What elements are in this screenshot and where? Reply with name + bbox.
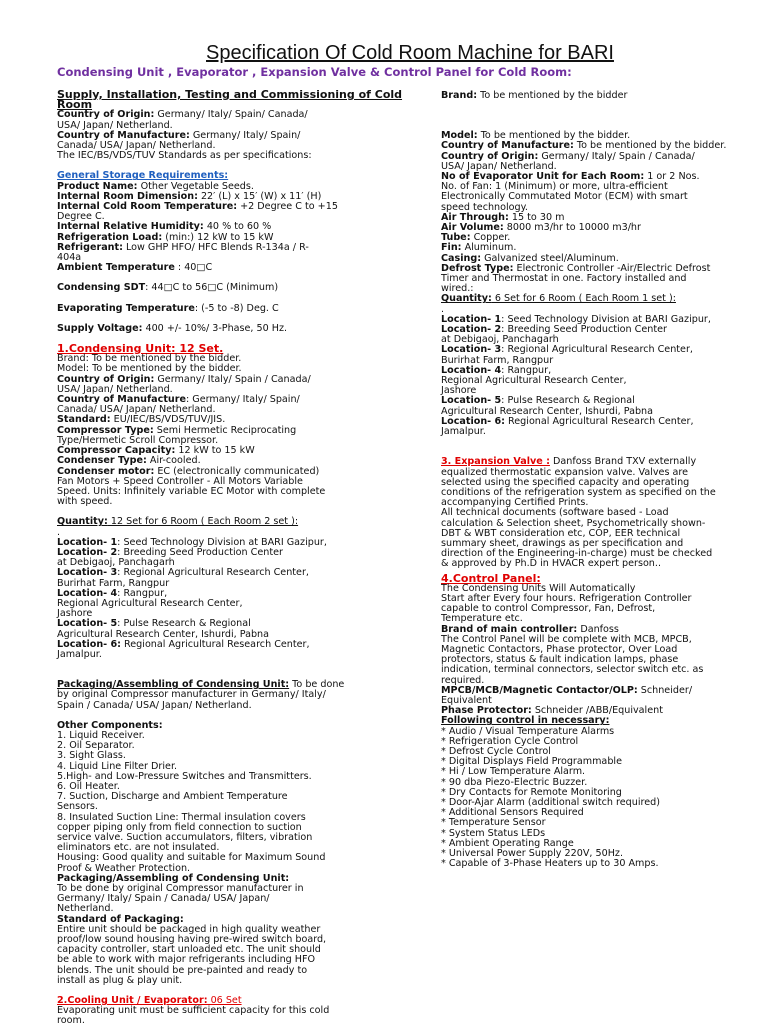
expansion-line: accompanying Certified Prints. xyxy=(441,497,589,509)
condenser-motor-line-2: Fan Motors + Speed Controller - All Motors Variable xyxy=(57,475,303,487)
air-volume-line: Air Volume: 8000 m3/hr to 10000 m3/hr xyxy=(441,222,641,234)
standard-packaging-heading: Standard of Packaging: xyxy=(57,913,184,925)
evaporator-count-line: No of Evaporator Unit for Each Room: 1 or 2 Nos. xyxy=(441,171,700,183)
expansion-line: conditions of the refrigeration system as specified on the xyxy=(441,486,716,498)
condenser-motor-line: Condenser motor: EC (electronically communicated) xyxy=(57,465,320,477)
evap-location-5-cont: Agricultural Research Center, Ishurdi, Pabna xyxy=(441,405,654,417)
packaging-2-line: Netherland. xyxy=(57,903,114,915)
cu-quantity-line: Quantity: 12 Set for 6 Room ( Each Room 2 set ): xyxy=(57,516,299,528)
control-panel-line: Start after Every four hours. Refrigeration Controller xyxy=(441,592,692,604)
expansion-line: summary sheet, drawings as per specification and xyxy=(441,537,684,549)
refrigerant-line-2: 404a xyxy=(57,252,82,264)
evap-quantity-dot: . xyxy=(441,303,445,315)
evap-location-1: Location- 1: Seed Technology Division at BARI Gazipur, xyxy=(441,313,711,325)
evap-location-6: Location- 6: Regional Agricultural Research Center, xyxy=(441,415,694,427)
fan-line: Electronically Commutated Motor (ECM) with smart xyxy=(441,191,688,203)
evap-location-2: Location- 2: Breeding Seed Production Center xyxy=(441,324,667,336)
expansion-line: direction of the Engineering-in-charge) must be checked xyxy=(441,548,713,560)
expansion-line: equalized thermostatic expansion valve. Valves are xyxy=(441,466,689,478)
list-item: Housing: Good quality and suitable for Maximum Sound xyxy=(57,852,326,864)
list-item: 7. Suction, Discharge and Ambient Temperature xyxy=(57,791,288,803)
expansion-line: calculation & Selection sheet, Psychometrically shown- xyxy=(441,517,706,529)
phase-protector-line: Phase Protector: Schneider /ABB/Equivalent xyxy=(441,705,663,717)
cooling-unit-heading: 2.Cooling Unit / Evaporator: 06 Set xyxy=(57,995,242,1007)
list-item: Proof & Weather Protection. xyxy=(57,862,191,874)
sdt-line: Condensing SDT: 44□C to 56□C (Minimum) xyxy=(57,282,279,294)
condenser-motor-line-3: Speed. Units: Infinitely variable EC Motor with complete xyxy=(57,485,326,497)
cu-location-2-cont: at Debigaoj, Panchagarh xyxy=(57,557,175,569)
product-line: Product Name: Other Vegetable Seeds. xyxy=(57,180,254,192)
control-panel-line: Magnetic Contactors, Phase protector, Over Load xyxy=(441,643,678,655)
manufacture-line: Country of Manufacture: Germany/ Italy/ Spain/ xyxy=(57,129,301,141)
page-title: Specification Of Cold Room Machine for BARI xyxy=(206,42,614,64)
packaging-line-2: by original Compressor manufacturer in Germany/ Italy/ xyxy=(57,689,326,701)
left-column xyxy=(57,90,437,1027)
evap-location-4-cont-2: Jashore xyxy=(441,385,477,397)
list-item: Sensors. xyxy=(57,801,98,813)
list-item: 2. Oil Separator. xyxy=(57,740,135,752)
list-item: * Refrigeration Cycle Control xyxy=(441,735,579,747)
control-panel-heading: 4.Control Panel: xyxy=(441,571,541,585)
list-item: * Audio / Visual Temperature Alarms xyxy=(441,725,615,737)
expansion-line: & approved by Ph.D in HVACR expert person.. xyxy=(441,558,661,570)
evap-quantity-line: Quantity: 6 Set for 6 Room ( Each Room 1 set ): xyxy=(441,293,676,305)
cu-manufacture-line-2: Canada/ USA/ Japan/ Netherland. xyxy=(57,404,216,416)
list-item: eliminators etc. are not insulated. xyxy=(57,842,220,854)
brand-line: Brand: To be mentioned by the bidder xyxy=(441,90,628,101)
list-item: * Defrost Cycle Control xyxy=(441,745,551,757)
load-line: Refrigeration Load: (min:) 12 kW to 15 kW xyxy=(57,231,274,243)
condenser-motor-line-4: with speed. xyxy=(57,496,113,508)
list-item: 6. Oil Heater. xyxy=(57,780,120,792)
air-through-line: Air Through: 15 to 30 m xyxy=(441,211,565,223)
manufacture-line-2: Canada/ USA/ Japan/ Netherland. xyxy=(57,140,216,152)
tube-line: Tube: Copper. xyxy=(441,232,511,244)
other-components-heading: Other Components: xyxy=(57,719,163,731)
packaging-line-3: Spain / Canada/ USA/ Japan/ Netherland. xyxy=(57,699,252,711)
origin-line: Country of Origin: Germany/ Italy/ Spain/ Canada/ xyxy=(57,109,308,121)
main-controller-line: Brand of main controller: Danfoss xyxy=(441,623,619,635)
model-line: Model: To be mentioned by the bidder. xyxy=(441,130,631,142)
evap-location-3: Location- 3: Regional Agricultural Research Center, xyxy=(441,344,693,356)
standard-packaging-line: capacity controller, start unloaded etc. The unit should xyxy=(57,944,321,956)
standard-line: Standard: EU/IEC/BS/VDS/TUV/JIS. xyxy=(57,414,226,426)
expansion-line: selected using the specified capacity and operating xyxy=(441,476,690,488)
evap-location-3-cont: Burirhat Farm, Rangpur xyxy=(441,354,554,366)
condensing-unit-heading: 1.Condensing Unit: 12 Set. xyxy=(57,342,224,356)
expansion-line: All technical documents (software based - Load xyxy=(441,507,669,519)
components-list xyxy=(57,731,437,874)
packaging-2-line: To be done by original Compressor manufacturer in xyxy=(57,883,304,895)
standards-line: The IEC/BS/VDS/TUV Standards as per specifications: xyxy=(57,150,312,162)
right-column xyxy=(441,91,761,869)
defrost-line-2: Timer and Thermostat in one. Factory installed and xyxy=(441,273,687,285)
control-panel-line: protectors, status & fault indication lamps, phase xyxy=(441,654,679,666)
evaporating-temp-line: Evaporating Temperature: (-5 to -8) Deg. C xyxy=(57,302,279,314)
origin-line-2: USA/ Japan/ Netherland. xyxy=(57,119,173,131)
list-item: * System Status LEDs xyxy=(441,827,546,839)
list-item: copper piping only from field connection to suction xyxy=(57,821,302,833)
list-item: * Additional Sensors Required xyxy=(441,807,584,819)
fan-line: No. of Fan: 1 (Minimum) or more, ultra-efficient xyxy=(441,181,668,193)
evap-location-5: Location- 5: Pulse Research & Regional xyxy=(441,395,635,407)
control-panel-line: The Condensing Units Will Automatically xyxy=(441,582,636,594)
evap-location-4: Location- 4: Rangpur, xyxy=(441,364,552,376)
cooling-line-2: room. xyxy=(57,1015,85,1027)
standard-packaging-line: be able to work with major refrigerants including HFO xyxy=(57,954,316,966)
expansion-line: DBT & WBT consideration etc, COP, EER technical xyxy=(441,527,681,539)
list-item: 3. Sight Glass. xyxy=(57,750,126,762)
fin-line: Fin: Aluminum. xyxy=(441,242,517,254)
evap-location-2-cont: at Debigaoj, Panchagarh xyxy=(441,334,559,346)
cu-location-4: Location- 4: Rangpur, xyxy=(57,587,168,599)
evap-location-6-cont: Jamalpur. xyxy=(441,426,486,438)
list-item: * Dry Contacts for Remote Monitoring xyxy=(441,786,622,798)
control-panel-line: The Control Panel will be complete with MCB, MPCB, xyxy=(441,633,692,645)
cu-quantity-dot: . xyxy=(57,526,61,538)
supply-heading: Supply, Installation, Testing and Commissioning of Cold xyxy=(57,88,403,101)
following-control-heading: Following control in necessary: xyxy=(441,715,610,727)
list-item: * Hi / Low Temperature Alarm. xyxy=(441,766,586,778)
standard-packaging-line: Entire unit should be packaged in high quality weather xyxy=(57,923,321,935)
packaging-heading-2: Packaging/Assembling of Condensing Unit: xyxy=(57,872,290,884)
cu-location-5: Location- 5: Pulse Research & Regional xyxy=(57,618,251,630)
packaging-2-line: Germany/ Italy/ Spain / Canada/ USA/ Japan/ xyxy=(57,893,270,905)
list-item: * Ambient Operating Range xyxy=(441,837,574,849)
origin-line: Country of Origin: Germany/ Italy/ Spain / Canada/ xyxy=(441,150,695,162)
manufacture-line: Country of Manufacture: To be mentioned by the bidder. xyxy=(441,140,727,152)
cu-origin-line-2: USA/ Japan/ Netherland. xyxy=(57,383,173,395)
cu-location-4-cont-2: Jashore xyxy=(57,608,93,620)
cu-location-4-cont: Regional Agricultural Research Center, xyxy=(57,597,243,609)
page-subtitle: Condensing Unit , Evaporator , Expansion Valve & Control Panel for Cold Room: xyxy=(57,65,572,79)
refrigerant-line: Refrigerant: Low GHP HFO/ HFC Blends R-134a / R- xyxy=(57,241,309,253)
control-panel-line: Temperature etc. xyxy=(441,613,523,625)
cu-brand-line: Brand: To be mentioned by the bidder. xyxy=(57,353,242,365)
defrost-line-3: wired.: xyxy=(441,283,474,295)
cu-manufacture-line: Country of Manufacture: Germany/ Italy/ Spain/ xyxy=(57,394,300,406)
temperature-line: Internal Cold Room Temperature: +2 Degree C to +15 xyxy=(57,201,338,213)
standard-packaging-line: proof/low sound housing having pre-wired switch board, xyxy=(57,934,327,946)
condenser-type-line: Condenser Type: Air-cooled. xyxy=(57,455,201,467)
list-item: 5.High- and Low-Pressure Switches and Transmitters. xyxy=(57,770,312,782)
mpcb-line-2: Equivalent xyxy=(441,694,492,706)
cu-location-1: Location- 1: Seed Technology Division at BARI Gazipur, xyxy=(57,536,327,548)
list-item: 1. Liquid Receiver. xyxy=(57,729,145,741)
cu-origin-line: Country of Origin: Germany/ Italy/ Spain / Canada/ xyxy=(57,373,311,385)
cu-location-3-cont: Burirhat Farm, Rangpur xyxy=(57,577,170,589)
mpcb-line: MPCB/MCB/Magnetic Contactor/OLP: Schneider/ xyxy=(441,684,693,696)
cu-location-2: Location- 2: Breeding Seed Production Center xyxy=(57,546,283,558)
humidity-line: Internal Relative Humidity: 40 % to 60 % xyxy=(57,221,272,233)
list-item: 8. Insulated Suction Line: Thermal insulation covers xyxy=(57,811,306,823)
cu-location-5-cont: Agricultural Research Center, Ishurdi, Pabna xyxy=(57,628,270,640)
compressor-capacity-line: Compressor Capacity: 12 kW to 15 kW xyxy=(57,445,255,457)
control-panel-line: indication, terminal connectors, selector switch etc. as xyxy=(441,664,704,676)
packaging-line: Packaging/Assembling of Condensing Unit: To be done xyxy=(57,679,345,691)
compressor-type-line: Compressor Type: Semi Hermetic Reciprocating xyxy=(57,424,297,436)
casing-line: Casing: Galvanized steel/Aluminum. xyxy=(441,252,619,264)
cu-location-6-cont: Jamalpur. xyxy=(57,648,102,660)
compressor-type-line-2: Type/Hermetic Scroll Compressor. xyxy=(57,434,219,446)
standard-packaging-line: install as plug & play unit. xyxy=(57,974,183,986)
cooling-line: Evaporating unit must be sufficient capacity for this cold xyxy=(57,1005,330,1017)
origin-line-2: USA/ Japan/ Netherland. xyxy=(441,160,557,172)
cu-location-3: Location- 3: Regional Agricultural Research Center, xyxy=(57,567,309,579)
defrost-line: Defrost Type: Electronic Controller -Air/Electric Defrost xyxy=(441,262,711,274)
list-item: * 90 dba Piezo-Electric Buzzer. xyxy=(441,776,588,788)
list-item: service valve. Suction accumulators, filters, vibration xyxy=(57,832,313,843)
list-item: * Temperature Sensor xyxy=(441,817,546,829)
list-item: * Digital Displays Field Programmable xyxy=(441,756,622,768)
list-item: * Door-Ajar Alarm (additional switch required) xyxy=(441,797,660,808)
cu-location-6: Location- 6: Regional Agricultural Research Center, xyxy=(57,638,310,650)
standard-packaging-line: blends. The unit should be pre-painted and ready to xyxy=(57,964,308,976)
temperature-line-2: Degree C. xyxy=(57,211,105,223)
supply-voltage-line: Supply Voltage: 400 +/- 10%/ 3-Phase, 50 Hz. xyxy=(57,322,288,334)
ambient-line: Ambient Temperature : 40□C xyxy=(57,262,213,274)
controls-list xyxy=(441,727,761,870)
list-item: 4. Liquid Line Filter Drier. xyxy=(57,760,178,772)
supply-heading-cont: Room xyxy=(57,98,93,112)
expansion-valve-line: 3. Expansion Valve : Danfoss Brand TXV externally xyxy=(441,456,697,468)
control-panel-line: required. xyxy=(441,674,485,686)
fan-line: speed technology. xyxy=(441,201,528,213)
list-item: * Universal Power Supply 220V, 50Hz. xyxy=(441,848,624,860)
dimension-line: Internal Room Dimension: 22′ (L) x 15′ (W) x 11′ (H) xyxy=(57,190,322,202)
cu-model-line: Model: To be mentioned by the bidder. xyxy=(57,363,242,375)
control-panel-line: capable to control Compressor, Fan, Defrost, xyxy=(441,603,656,615)
general-storage-heading: General Storage Requirements: xyxy=(57,170,229,182)
list-item: * Capable of 3-Phase Heaters up to 30 Amps. xyxy=(441,858,659,870)
evap-location-4-cont: Regional Agricultural Research Center, xyxy=(441,375,627,387)
